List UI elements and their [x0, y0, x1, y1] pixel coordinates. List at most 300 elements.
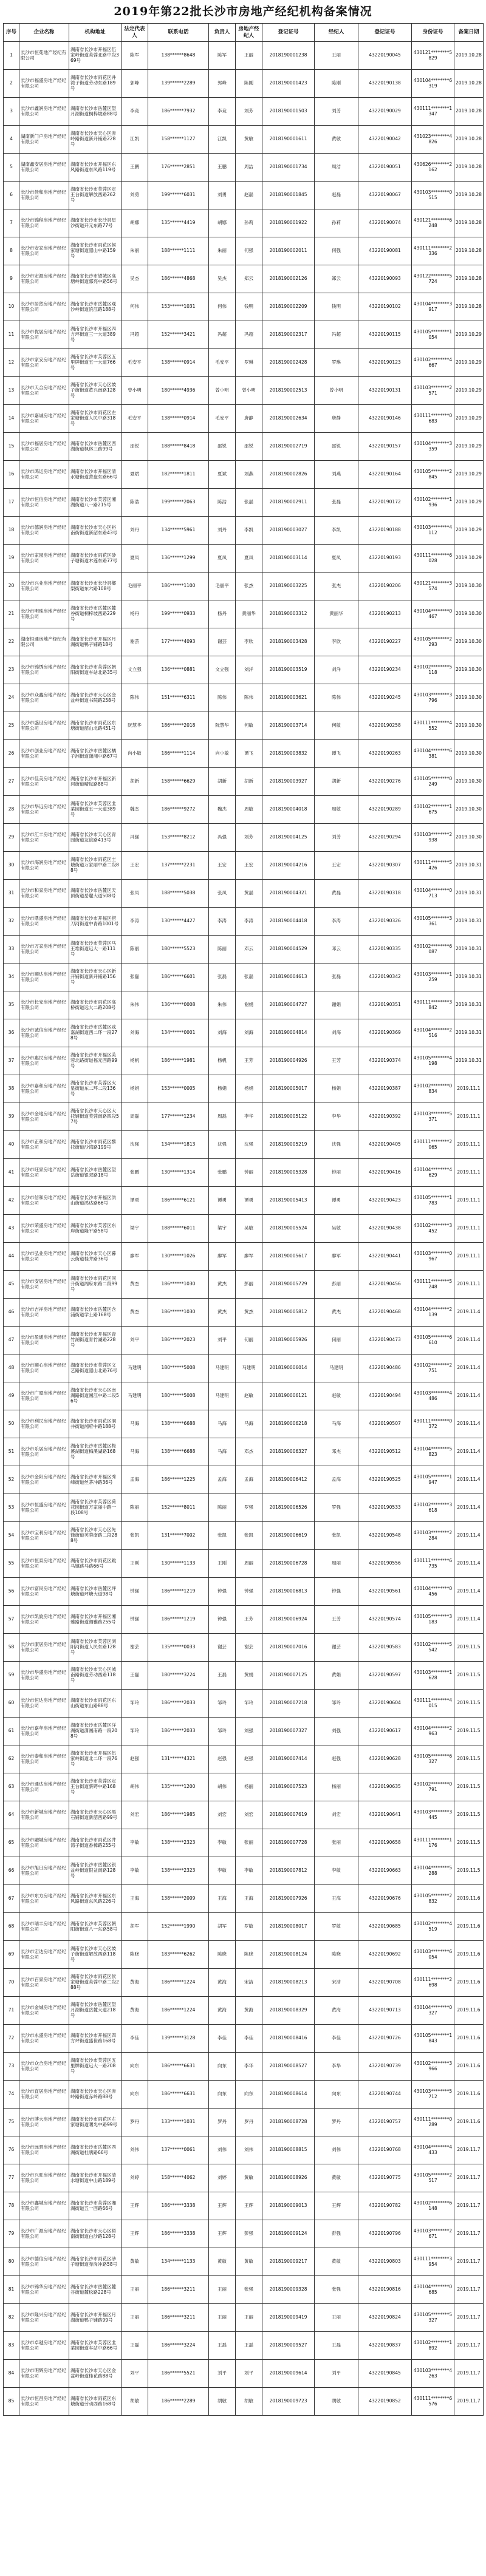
person-in-charge: 马海	[209, 1438, 236, 1466]
table-body	[4, 42, 484, 2416]
table-row	[4, 936, 484, 963]
agent-name: 何敏	[236, 712, 262, 740]
agent-name: 张杰	[236, 573, 262, 600]
id-number: 430104********2139	[412, 1299, 454, 1327]
agent-cert-number: 2018190008213	[262, 1969, 315, 1997]
column-header: 企业名称	[19, 24, 69, 42]
broker-name: 张强	[315, 2276, 358, 2304]
company-name: 长沙市隆兴房地产经纪有限公司	[19, 2304, 69, 2332]
row-number: 39	[4, 1103, 19, 1131]
row-number: 48	[4, 1354, 19, 1382]
company-name: 长沙市凯旋房地产经纪有限公司	[19, 1606, 69, 1634]
person-in-charge: 马海	[209, 1410, 236, 1438]
agent-name: 沈强	[236, 1131, 262, 1159]
company-address: 湖南省长沙市开福区伍家岭街道芙蓉北路中段369号	[69, 42, 122, 70]
row-number: 62	[4, 1745, 19, 1773]
id-number: 430111********2336	[412, 237, 454, 265]
id-number: 430103********2938	[412, 824, 454, 852]
agent-name: 刘芳	[236, 824, 262, 852]
table-row	[4, 963, 484, 991]
legal-representative: 钟强	[122, 1578, 148, 1606]
agent-name: 黄敏	[236, 126, 262, 154]
row-number: 14	[4, 405, 19, 433]
contact-phone: 136******1299	[148, 545, 209, 573]
agent-name: 夏凤	[236, 545, 262, 573]
agent-name: 谭勇	[236, 1187, 262, 1215]
contact-phone: 186******4868	[148, 265, 209, 293]
contact-phone: 135******4419	[148, 209, 209, 237]
agent-cert-number: 2018190009013	[262, 2192, 315, 2220]
legal-representative: 黄海	[122, 1997, 148, 2025]
legal-representative: 陈晓	[122, 1941, 148, 1969]
agent-cert-number: 2018190007218	[262, 1690, 315, 1718]
company-name: 长沙市锦程房地产经纪有限公司	[19, 209, 69, 237]
row-number: 31	[4, 880, 19, 908]
broker-name: 彭丽	[315, 1271, 358, 1299]
agent-name: 李敏	[236, 1857, 262, 1885]
company-address: 湖南省长沙市雨花区东塘街道韶山北路451号	[69, 712, 122, 740]
table-row	[4, 1382, 484, 1410]
person-in-charge: 刘平	[209, 2360, 236, 2388]
agent-name: 刘燕	[236, 461, 262, 489]
agent-cert-number: 2018190008329	[262, 1997, 315, 2025]
filing-date: 2019.10.28	[454, 42, 484, 70]
filing-date: 2019.10.28	[454, 126, 484, 154]
person-in-charge: 文立强	[209, 656, 236, 684]
agent-name: 罗强	[236, 1494, 262, 1522]
company-name: 长沙市金城房地产经纪有限公司	[19, 1997, 69, 2025]
id-number: 430104********6381	[412, 740, 454, 768]
agent-cert-number: 2018190007016	[262, 1634, 315, 1662]
filing-date: 2019.10.29	[454, 545, 484, 573]
legal-representative: 向小敏	[122, 740, 148, 768]
legal-representative: 赵强	[122, 1745, 148, 1773]
row-number: 43	[4, 1215, 19, 1243]
broker-cert-number: 43220190473	[358, 1327, 412, 1354]
broker-name: 黄丽华	[315, 600, 358, 628]
person-in-charge: 王丽	[209, 2304, 236, 2332]
company-address: 湖南省长沙市芙蓉区浏阳河街道人民东路128号	[69, 1634, 122, 1662]
id-number: 430111********4015	[412, 1690, 454, 1718]
person-in-charge: 胡军	[209, 1913, 236, 1941]
id-number: 430105********2832	[412, 1885, 454, 1913]
company-address: 湖南省长沙市天心区南湖路街道湘江中路二段56号	[69, 1382, 122, 1410]
table-row	[4, 796, 484, 824]
id-number: 430102********4667	[412, 349, 454, 377]
company-address: 湖南省长沙市开福区东风路街道东风路119号	[69, 154, 122, 182]
legal-representative: 王丽	[122, 2304, 148, 2332]
filing-date: 2019.11.7	[454, 2276, 484, 2304]
broker-cert-number: 43220190676	[358, 1885, 412, 1913]
agent-cert-number: 2018190002209	[262, 293, 315, 321]
contact-phone: 186******5521	[148, 2360, 209, 2388]
agent-cert-number: 2018190002634	[262, 405, 315, 433]
company-name: 长沙市众合房地产经纪有限公司	[19, 2053, 69, 2081]
table-row	[4, 712, 484, 740]
filing-date: 2019.11.1	[454, 1187, 484, 1215]
legal-representative: 李敏	[122, 1857, 148, 1885]
contact-phone: 186******7932	[148, 98, 209, 126]
person-in-charge: 李敏	[209, 1829, 236, 1857]
broker-cert-number: 43220190824	[358, 2304, 412, 2332]
company-name: 长沙市恒达房地产经纪有限公司	[19, 1690, 69, 1718]
broker-cert-number: 43220190369	[358, 1019, 412, 1047]
agent-name: 马海	[236, 1410, 262, 1438]
company-name: 长沙市兴业房地产经纪有限公司	[19, 573, 69, 600]
row-number: 50	[4, 1410, 19, 1438]
table-row	[4, 237, 484, 265]
agent-name: 张丽	[236, 1829, 262, 1857]
broker-cert-number: 43220190597	[358, 1662, 412, 1690]
id-number: 430111********3954	[412, 2248, 454, 2276]
company-address: 湖南省长沙市芙蓉区马王堆街道远大一路111号	[69, 936, 122, 963]
table-row	[4, 377, 484, 405]
person-in-charge: 夏斌	[209, 461, 236, 489]
legal-representative: 廖军	[122, 1243, 148, 1271]
contact-phone: 186******1985	[148, 1801, 209, 1829]
id-number: 430105********1843	[412, 2025, 454, 2053]
id-number: 430104********0327	[412, 1997, 454, 2025]
legal-representative: 何伟	[122, 293, 148, 321]
person-in-charge: 刘宏	[209, 1801, 236, 1829]
agent-cert-number: 2018190002126	[262, 265, 315, 293]
broker-name: 马建明	[315, 1354, 358, 1382]
filing-date: 2019.10.28	[454, 70, 484, 98]
company-address: 湖南省长沙市开福区青竹湖街道青竹湖路228号	[69, 1327, 122, 1354]
person-in-charge: 谭勇	[209, 1187, 236, 1215]
agent-name: 刘强	[236, 1718, 262, 1745]
legal-representative: 黄海	[122, 1969, 148, 1997]
filing-date: 2019.11.4	[454, 1522, 484, 1550]
id-number: 430105********1783	[412, 1187, 454, 1215]
row-number: 41	[4, 1159, 19, 1187]
agent-cert-number: 2018190008614	[262, 2081, 315, 2109]
row-number: 26	[4, 740, 19, 768]
legal-representative: 刘婷	[122, 2164, 148, 2192]
broker-cert-number: 43220190131	[358, 377, 412, 405]
company-name: 长沙市嘉诚房地产经纪有限公司	[19, 405, 69, 433]
broker-name: 刘芳	[315, 98, 358, 126]
id-number: 430103********1628	[412, 1662, 454, 1690]
table-row	[4, 852, 484, 880]
company-address: 湖南省长沙市岳麓区橘子洲街道潇湘中路67号	[69, 740, 122, 768]
company-name: 长沙市恒昌房地产经纪有限公司	[19, 2388, 69, 2416]
filing-date: 2019.10.28	[454, 237, 484, 265]
row-number: 85	[4, 2388, 19, 2416]
company-name: 长沙市荣盛房地产经纪有限公司	[19, 1215, 69, 1243]
company-address: 湖南省长沙市雨花区同升街道湘府东路二段99号	[69, 1271, 122, 1299]
row-number: 78	[4, 2192, 19, 2220]
agent-name: 王宏	[236, 852, 262, 880]
legal-representative: 曾小明	[122, 377, 148, 405]
id-number: 430104********4433	[412, 2136, 454, 2164]
contact-phone: 180******5008	[148, 1382, 209, 1410]
company-address: 湖南省长沙市芙蓉区湘湖街道八一路215号	[69, 489, 122, 517]
filing-date: 2019.11.5	[454, 1773, 484, 1801]
person-in-charge: 张凯	[209, 1522, 236, 1550]
company-address: 湖南省长沙市天心区赤岭路街道新开铺路228号	[69, 126, 122, 154]
row-number: 20	[4, 573, 19, 600]
person-in-charge: 邹玲	[209, 1718, 236, 1745]
broker-name: 马海	[315, 1410, 358, 1438]
legal-representative: 郭峰	[122, 70, 148, 98]
contact-phone: 136******0008	[148, 991, 209, 1019]
broker-cert-number: 43220190641	[358, 1801, 412, 1829]
agent-name: 刘芳	[236, 98, 262, 126]
contact-phone: 199******0933	[148, 600, 209, 628]
row-number: 68	[4, 1913, 19, 1941]
filing-date: 2019.11.6	[454, 1969, 484, 1997]
contact-phone: 134******1133	[148, 2248, 209, 2276]
id-number: 430626********2162	[412, 154, 454, 182]
agent-cert-number: 2018190005524	[262, 1215, 315, 1243]
broker-name: 黄磊	[315, 880, 358, 908]
filing-date: 2019.11.5	[454, 1718, 484, 1745]
id-number: 430111********3842	[412, 991, 454, 1019]
row-number: 63	[4, 1773, 19, 1801]
legal-representative: 魏杰	[122, 796, 148, 824]
contact-phone: 176******2851	[148, 154, 209, 182]
agent-cert-number: 2018190003621	[262, 684, 315, 712]
id-number: 430102********6148	[412, 2192, 454, 2220]
legal-representative: 向东	[122, 2053, 148, 2081]
agent-cert-number: 2018190006014	[262, 1354, 315, 1382]
row-number: 6	[4, 182, 19, 209]
legal-representative: 王辉	[122, 2192, 148, 2220]
company-address: 湖南省长沙市开福区东风路街道东风路226号	[69, 1885, 122, 1913]
table-row	[4, 1550, 484, 1578]
filing-date: 2019.10.30	[454, 712, 484, 740]
broker-name: 王芳	[315, 1606, 358, 1634]
agent-cert-number: 2018190009217	[262, 2248, 315, 2276]
filing-date: 2019.10.29	[454, 489, 484, 517]
table-row	[4, 1215, 484, 1243]
legal-representative: 杨娟	[122, 1075, 148, 1103]
broker-cert-number: 43220190556	[358, 1550, 412, 1578]
broker-cert-number: 43220190548	[358, 1522, 412, 1550]
filing-date: 2019.11.7	[454, 2332, 484, 2360]
person-in-charge: 冯强	[209, 824, 236, 852]
person-in-charge: 王宏	[209, 852, 236, 880]
row-number: 77	[4, 2164, 19, 2192]
id-number: 430102********6087	[412, 936, 454, 963]
broker-name: 黄海	[315, 1997, 358, 2025]
person-in-charge: 胡娜	[209, 209, 236, 237]
company-name: 长沙市盛世房地产经纪有限公司	[19, 712, 69, 740]
table-row	[4, 2164, 484, 2192]
company-name: 长沙市宏源房地产经纪有限公司	[19, 265, 69, 293]
agent-cert-number: 2018190008815	[262, 2136, 315, 2164]
contact-phone: 134******1813	[148, 1131, 209, 1159]
id-number: 430105********1054	[412, 321, 454, 349]
id-number: 430111********6576	[412, 2388, 454, 2416]
person-in-charge: 向东	[209, 2053, 236, 2081]
agent-name: 刘伟	[236, 2136, 262, 2164]
person-in-charge: 黄杰	[209, 1299, 236, 1327]
row-number: 80	[4, 2248, 19, 2276]
company-address: 湖南省长沙市岳麓区望月湖街道岳麓大道218号	[69, 1997, 122, 2025]
row-number: 74	[4, 2081, 19, 2109]
agent-cert-number: 2018190009419	[262, 2304, 315, 2332]
contact-phone: 152******1990	[148, 1913, 209, 1941]
broker-cert-number: 43220190074	[358, 209, 412, 237]
legal-representative: 孟海	[122, 1466, 148, 1494]
legal-representative: 黄杰	[122, 1299, 148, 1327]
id-number: 430111********2698	[412, 1969, 454, 1997]
table-row	[4, 1047, 484, 1075]
filing-date: 2019.11.4	[454, 1410, 484, 1438]
person-in-charge: 马建明	[209, 1382, 236, 1410]
agent-cert-number: 2018190002011	[262, 237, 315, 265]
table-row	[4, 321, 484, 349]
broker-name: 王海	[315, 1885, 358, 1913]
company-address: 湖南省长沙市芙蓉区火星街道东二环二段136号	[69, 1075, 122, 1103]
company-address: 湖南省长沙市雨花区侯家塘街道韶山中路159号	[69, 237, 122, 265]
id-number: 430105********3183	[412, 1606, 454, 1634]
broker-cert-number: 43220190276	[358, 768, 412, 796]
contact-phone: 186******1224	[148, 1997, 209, 2025]
legal-representative: 沈强	[122, 1131, 148, 1159]
broker-name: 张磊	[315, 963, 358, 991]
company-address: 湖南省长沙市长沙县星沙街道开元东路77号	[69, 209, 122, 237]
id-number: 430104********3917	[412, 293, 454, 321]
agent-cert-number: 2018190006526	[262, 1494, 315, 1522]
agent-name: 刘洋	[236, 656, 262, 684]
person-in-charge: 张鹏	[209, 1159, 236, 1187]
agent-cert-number: 2018190003225	[262, 573, 315, 600]
broker-name: 张磊	[315, 489, 358, 517]
row-number: 19	[4, 545, 19, 573]
agent-cert-number: 2018190007523	[262, 1773, 315, 1801]
person-in-charge: 黄海	[209, 1969, 236, 1997]
legal-representative: 刘海	[122, 1019, 148, 1047]
company-address: 湖南省长沙市雨花区井湾子街道劳动东路189号	[69, 70, 122, 98]
company-name: 长沙市明辉房地产经纪有限公司	[19, 2360, 69, 2388]
id-number: 430105********1947	[412, 1466, 454, 1494]
row-number: 3	[4, 98, 19, 126]
company-name: 长沙市富民房地产经纪有限公司	[19, 1578, 69, 1606]
person-in-charge: 周磊	[209, 1103, 236, 1131]
company-name: 长沙市嘉年房地产经纪有限公司	[19, 1718, 69, 1745]
company-name: 长沙市汇丰房地产经纪有限公司	[19, 824, 69, 852]
broker-cert-number: 43220190234	[358, 656, 412, 684]
company-address: 湖南省长沙市天心区裕南街街道白沙路128号	[69, 2220, 122, 2248]
row-number: 70	[4, 1969, 19, 1997]
agent-cert-number: 2018190008527	[262, 2053, 315, 2081]
filing-date: 2019.11.7	[454, 2136, 484, 2164]
broker-name: 张丽	[315, 1829, 358, 1857]
broker-name: 罗琳	[315, 349, 358, 377]
row-number: 4	[4, 126, 19, 154]
table-header	[4, 24, 484, 42]
agent-name: 谢芸	[236, 1634, 262, 1662]
filing-date: 2019.11.6	[454, 2053, 484, 2081]
table-row	[4, 600, 484, 628]
agent-name: 杨丽	[236, 1773, 262, 1801]
id-number: 430111********0683	[412, 405, 454, 433]
row-number: 37	[4, 1047, 19, 1075]
id-number: 430103********2284	[412, 1522, 454, 1550]
broker-cert-number: 43220190029	[358, 98, 412, 126]
agent-cert-number: 2018190005413	[262, 1187, 315, 1215]
filing-date: 2019.10.28	[454, 293, 484, 321]
company-address: 湖南省长沙市长沙县榔梨街道东六路108号	[69, 573, 122, 600]
filing-date: 2019.11.4	[454, 1382, 484, 1410]
id-number: 430111********1176	[412, 1829, 454, 1857]
table-row	[4, 1690, 484, 1718]
broker-name: 黄杰	[315, 1299, 358, 1327]
legal-representative: 谢芸	[122, 628, 148, 656]
row-number: 55	[4, 1550, 19, 1578]
table-row	[4, 880, 484, 908]
id-number: 430102********5542	[412, 1634, 454, 1662]
id-number: 430121********6248	[412, 209, 454, 237]
agent-name: 黄磊	[236, 880, 262, 908]
agent-name: 黄敏	[236, 2164, 262, 2192]
row-number: 24	[4, 684, 19, 712]
company-address: 湖南省长沙市芙蓉区韭菜园街道车站中路66号	[69, 2332, 122, 2360]
agent-name: 胡新	[236, 768, 262, 796]
agent-cert-number: 2018190009328	[262, 2276, 315, 2304]
company-address: 湖南省长沙市雨花区左家塘街道曙光中路99号	[69, 2109, 122, 2136]
broker-cert-number: 43220190507	[358, 1410, 412, 1438]
company-name: 长沙市佳美房地产经纪有限公司	[19, 768, 69, 796]
broker-name: 周丽	[315, 1550, 358, 1578]
filing-date: 2019.11.5	[454, 1857, 484, 1885]
table-row	[4, 824, 484, 852]
registration-table	[3, 23, 484, 2416]
filing-date: 2019.11.6	[454, 1941, 484, 1969]
contact-phone: 186******6631	[148, 2053, 209, 2081]
agent-cert-number: 2018190008728	[262, 2109, 315, 2136]
agent-cert-number: 2018190003714	[262, 712, 315, 740]
company-address: 湖南省长沙市天心区先锋街道芙蓉南路二段288号	[69, 1522, 122, 1550]
company-address: 湖南省长沙市开福区清水塘街道中山路189号	[69, 2164, 122, 2192]
legal-representative: 胡伟	[122, 1773, 148, 1801]
filing-date: 2019.11.7	[454, 2220, 484, 2248]
company-address: 湖南省长沙市天心区金盆岭街道书院路258号	[69, 684, 122, 712]
table-row	[4, 1271, 484, 1299]
table-row	[4, 2053, 484, 2081]
agent-cert-number: 2018190004125	[262, 824, 315, 852]
agent-cert-number: 2018190001423	[262, 70, 315, 98]
company-name: 长沙市新城房地产经纪有限公司	[19, 1801, 69, 1829]
broker-name: 陈刚	[315, 70, 358, 98]
person-in-charge: 谢芸	[209, 1634, 236, 1662]
filing-date: 2019.10.31	[454, 1047, 484, 1075]
broker-name: 王丽	[315, 2304, 358, 2332]
agent-cert-number: 2018190006813	[262, 1578, 315, 1606]
company-name: 长沙市创业房地产经纪有限公司	[19, 740, 69, 768]
company-address: 湖南省长沙市天心区坡子街街道黄兴南路128号	[69, 377, 122, 405]
row-number: 15	[4, 433, 19, 461]
id-number: 430103********2671	[412, 2220, 454, 2248]
row-number: 60	[4, 1690, 19, 1718]
broker-cert-number: 43220190213	[358, 600, 412, 628]
filing-date: 2019.11.7	[454, 2304, 484, 2332]
contact-phone: 188******6011	[148, 1215, 209, 1243]
legal-representative: 邵锐	[122, 433, 148, 461]
legal-representative: 刘平	[122, 1327, 148, 1354]
company-name: 长沙市泰和房地产经纪有限公司	[19, 1745, 69, 1773]
contact-phone: 199******6031	[148, 182, 209, 209]
table-row	[4, 1913, 484, 1941]
contact-phone: 135******0033	[148, 1634, 209, 1662]
broker-cert-number: 43220190263	[358, 740, 412, 768]
filing-date: 2019.11.1	[454, 1075, 484, 1103]
company-address: 湖南省长沙市天心区坡子街街道解放西路118号	[69, 1941, 122, 1969]
filing-date: 2019.10.30	[454, 684, 484, 712]
